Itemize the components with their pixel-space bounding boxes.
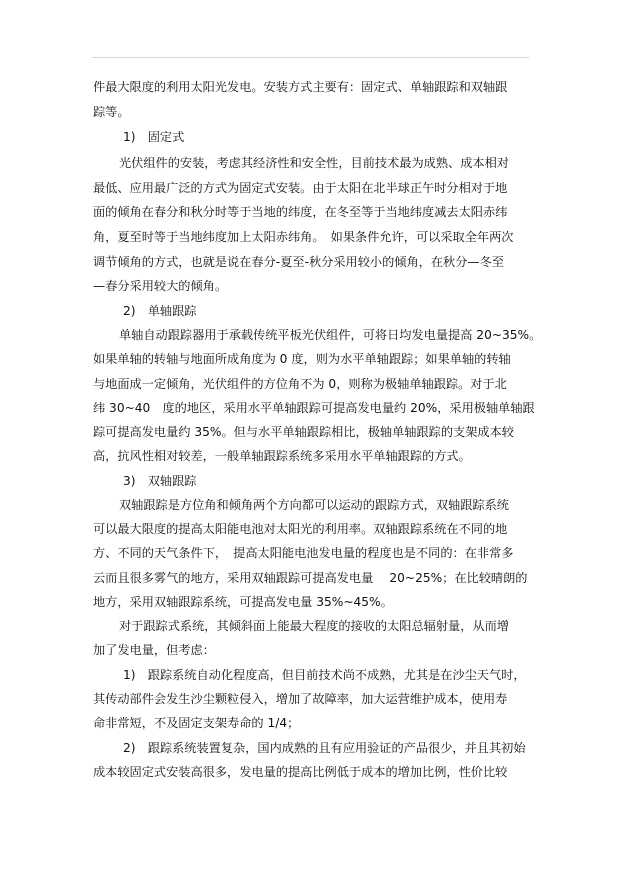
text-line: 与地面成一定倾角，光伏组件的方位角不为 0，则称为极轴单轴跟踪。对于北 (93, 377, 507, 391)
text-line: 角，夏至时等于当地纬度加上太阳赤纬角。 如果条件允许，可以采取全年两次 (93, 230, 514, 244)
text-line: 如果单轴的转轴与地面所成角度为 0 度，则为水平单轴跟踪；如果单轴的转轴 (93, 352, 511, 366)
text-line: 其传动部件会发生沙尘颗粒侵入，增加了故障率，加大运营维护成本，使用寿 (93, 692, 508, 706)
text-line: 加了发电量，但考虑： (93, 643, 215, 657)
section-heading: 2) 单轴跟踪 (123, 304, 197, 318)
text-line: —春分采用较大的倾角。 (93, 279, 228, 293)
text-line: 高，抗风性相对较差，一般单轴跟踪系统多采用水平单轴跟踪的方式。 (93, 449, 471, 463)
text-line: 最低、应用最广泛的方式为固定式安装。由于太阳在北半球正午时分相对于地 (93, 181, 508, 195)
text-line: 踪等。 (93, 105, 130, 119)
text-line: 1) 跟踪系统自动化程度高，但目前技术尚不成熟，尤其是在沙尘天气时， (123, 668, 526, 682)
text-line: 双轴跟踪是方位角和倾角两个方向都可以运动的跟踪方式，双轴跟踪系统 (119, 498, 509, 512)
text-line: 踪可提高发电量约 35%。但与水平单轴跟踪相比，极轴单轴跟踪的支架成本较 (93, 425, 514, 439)
text-line: 单轴自动跟踪器用于承载传统平板光伏组件，可将日均发电量提高 20~35%。 (119, 328, 542, 342)
text-line: 云而且很多雾气的地方，采用双轴跟踪可提高发电量 20~25%；在比较晴朗的 (93, 571, 528, 585)
text-line: 调节倾角的方式，也就是说在春分-夏至-秋分采用较小的倾角，在秋分—冬至 (93, 255, 504, 269)
text-line: 面的倾角在春分和秋分时等于当地的纬度，在冬至等于当地纬度减去太阳赤纬 (93, 205, 508, 219)
text-line: 2) 跟踪系统装置复杂，国内成熟的且有应用验证的产品很少，并且其初始 (123, 741, 526, 755)
text-line: 件最大限度的利用太阳光发电。安装方式主要有：固定式、单轴跟踪和双轴跟 (93, 80, 508, 94)
section-heading: 3) 双轴跟踪 (123, 474, 197, 488)
text-line: 对于跟踪式系统，其倾斜面上能最大程度的接收的太阳总辐射量，从而增 (119, 619, 509, 633)
text-line: 纬 30~40 度的地区，采用水平单轴跟踪可提高发电量约 20%，采用极轴单轴跟 (93, 401, 535, 415)
text-line: 光伏组件的安装，考虑其经济性和安全性，目前技术最为成熟、成本相对 (119, 156, 509, 170)
header-rule (92, 57, 529, 58)
text-line: 方、不同的天气条件下， 提高太阳能电池发电量的程度也是不同的：在非常多 (93, 546, 514, 560)
text-line: 可以最大限度的提高太阳能电池对太阳光的利用率。双轴跟踪系统在不同的地 (93, 522, 508, 536)
text-line: 成本较固定式安装高很多，发电量的提高比例低于成本的增加比例，性价比较 (93, 765, 508, 779)
section-heading: 1) 固定式 (123, 130, 185, 144)
text-line: 地方，采用双轴跟踪系统，可提高发电量 35%~45%。 (93, 595, 393, 609)
text-line: 命非常短，不及固定支架寿命的 1/4； (93, 716, 300, 730)
